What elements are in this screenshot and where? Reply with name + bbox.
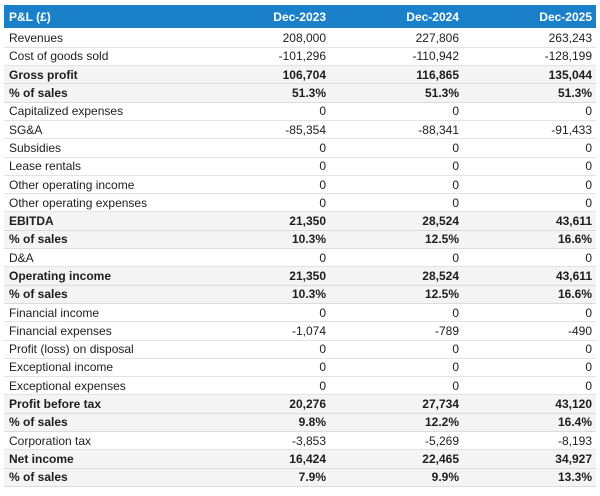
- cell-value: 12.2%: [330, 413, 463, 431]
- row-label: Profit before tax: [4, 395, 197, 413]
- cell-value: -88,341: [330, 120, 463, 138]
- table-row: [4, 66, 596, 84]
- cell-value: 20,276: [197, 395, 330, 413]
- cell-value: 0: [463, 303, 596, 321]
- table-row: [4, 102, 596, 120]
- cell-value: -128,199: [463, 47, 596, 65]
- row-label: % of sales: [4, 413, 197, 431]
- cell-value: 0: [197, 340, 330, 358]
- table-row: [4, 358, 596, 376]
- cell-value: 0: [330, 340, 463, 358]
- cell-value: 21,350: [197, 267, 330, 285]
- cell-value: 0: [463, 157, 596, 175]
- row-label: Profit (loss) on disposal: [4, 340, 197, 358]
- row-label: % of sales: [4, 230, 197, 248]
- table-row: [4, 175, 596, 193]
- cell-value: 13.3%: [463, 468, 596, 486]
- table-row: [4, 413, 596, 431]
- cell-value: 0: [330, 194, 463, 212]
- cell-value: 0: [463, 340, 596, 358]
- cell-value: 0: [197, 139, 330, 157]
- cell-value: 28,524: [330, 267, 463, 285]
- table-row: [4, 468, 596, 486]
- cell-value: 0: [330, 102, 463, 120]
- row-label: Revenues: [4, 29, 197, 47]
- cell-value: 0: [330, 358, 463, 376]
- cell-value: 22,465: [330, 450, 463, 468]
- row-label: % of sales: [4, 84, 197, 102]
- cell-value: 9.9%: [330, 468, 463, 486]
- cell-value: -789: [330, 322, 463, 340]
- cell-value: 0: [197, 358, 330, 376]
- cell-value: 0: [463, 175, 596, 193]
- row-label: Operating income: [4, 267, 197, 285]
- table-row: [4, 157, 596, 175]
- table-row: [4, 285, 596, 303]
- cell-value: 51.3%: [197, 84, 330, 102]
- column-header-dec-2023: Dec-2023: [197, 5, 330, 29]
- cell-value: 0: [197, 194, 330, 212]
- cell-value: -110,942: [330, 47, 463, 65]
- cell-value: 10.3%: [197, 285, 330, 303]
- table-row: [4, 377, 596, 395]
- cell-value: 28,524: [330, 212, 463, 230]
- table-row: [4, 303, 596, 321]
- row-label: Corporation tax: [4, 432, 197, 450]
- table-row: [4, 230, 596, 248]
- cell-value: 0: [197, 303, 330, 321]
- cell-value: 16,424: [197, 450, 330, 468]
- row-label: D&A: [4, 249, 197, 267]
- table-row: [4, 120, 596, 138]
- row-label: Other operating expenses: [4, 194, 197, 212]
- row-label: % of sales: [4, 468, 197, 486]
- cell-value: -8,193: [463, 432, 596, 450]
- cell-value: 263,243: [463, 29, 596, 47]
- row-label: Cost of goods sold: [4, 47, 197, 65]
- table-row: [4, 139, 596, 157]
- table-header: [4, 5, 596, 29]
- cell-value: -5,269: [330, 432, 463, 450]
- cell-value: 0: [330, 175, 463, 193]
- cell-value: 12.5%: [330, 230, 463, 248]
- table-row: [4, 432, 596, 450]
- cell-value: 51.3%: [463, 84, 596, 102]
- column-header-dec-2024: Dec-2024: [330, 5, 463, 29]
- cell-value: 0: [330, 377, 463, 395]
- header-row: [4, 5, 596, 29]
- cell-value: 0: [197, 157, 330, 175]
- cell-value: 21,350: [197, 212, 330, 230]
- table-row: [4, 84, 596, 102]
- cell-value: 0: [463, 358, 596, 376]
- cell-value: 27,734: [330, 395, 463, 413]
- cell-value: -85,354: [197, 120, 330, 138]
- column-header-dec-2025: Dec-2025: [463, 5, 596, 29]
- cell-value: 0: [330, 249, 463, 267]
- cell-value: 10.3%: [197, 230, 330, 248]
- row-label: Exceptional income: [4, 358, 197, 376]
- cell-value: -1,074: [197, 322, 330, 340]
- cell-value: 16.4%: [463, 413, 596, 431]
- cell-value: 135,044: [463, 66, 596, 84]
- table-row: [4, 47, 596, 65]
- row-label: SG&A: [4, 120, 197, 138]
- table-row: [4, 212, 596, 230]
- cell-value: 0: [330, 139, 463, 157]
- table-row: [4, 249, 596, 267]
- cell-value: 0: [197, 249, 330, 267]
- row-label: Net income: [4, 450, 197, 468]
- cell-value: 0: [330, 157, 463, 175]
- row-label: Capitalized expenses: [4, 102, 197, 120]
- cell-value: 43,120: [463, 395, 596, 413]
- cell-value: 43,611: [463, 267, 596, 285]
- cell-value: 116,865: [330, 66, 463, 84]
- table-row: [4, 322, 596, 340]
- cell-value: 0: [463, 139, 596, 157]
- row-label: EBITDA: [4, 212, 197, 230]
- row-label: Financial income: [4, 303, 197, 321]
- table-row: [4, 194, 596, 212]
- cell-value: 43,611: [463, 212, 596, 230]
- cell-value: -91,433: [463, 120, 596, 138]
- cell-value: 0: [463, 194, 596, 212]
- cell-value: -101,296: [197, 47, 330, 65]
- table-row: [4, 29, 596, 47]
- cell-value: 51.3%: [330, 84, 463, 102]
- table-title: P&L (£): [4, 5, 197, 29]
- cell-value: 12.5%: [330, 285, 463, 303]
- cell-value: 9.8%: [197, 413, 330, 431]
- table-row: [4, 340, 596, 358]
- cell-value: 0: [463, 377, 596, 395]
- cell-value: 208,000: [197, 29, 330, 47]
- cell-value: 0: [197, 377, 330, 395]
- cell-value: 16.6%: [463, 230, 596, 248]
- cell-value: 0: [463, 249, 596, 267]
- table-row: [4, 267, 596, 285]
- cell-value: 227,806: [330, 29, 463, 47]
- row-label: Lease rentals: [4, 157, 197, 175]
- table-row: [4, 395, 596, 413]
- row-label: Financial expenses: [4, 322, 197, 340]
- row-label: % of sales: [4, 285, 197, 303]
- cell-value: 0: [197, 175, 330, 193]
- pl-table: [4, 5, 596, 487]
- row-label: Exceptional expenses: [4, 377, 197, 395]
- cell-value: 0: [197, 102, 330, 120]
- cell-value: 0: [463, 102, 596, 120]
- cell-value: 7.9%: [197, 468, 330, 486]
- cell-value: 34,927: [463, 450, 596, 468]
- row-label: Gross profit: [4, 66, 197, 84]
- table-row: [4, 450, 596, 468]
- cell-value: 0: [330, 303, 463, 321]
- row-label: Subsidies: [4, 139, 197, 157]
- cell-value: -490: [463, 322, 596, 340]
- cell-value: 16.6%: [463, 285, 596, 303]
- row-label: Other operating income: [4, 175, 197, 193]
- cell-value: 106,704: [197, 66, 330, 84]
- table-body: [4, 29, 596, 486]
- cell-value: -3,853: [197, 432, 330, 450]
